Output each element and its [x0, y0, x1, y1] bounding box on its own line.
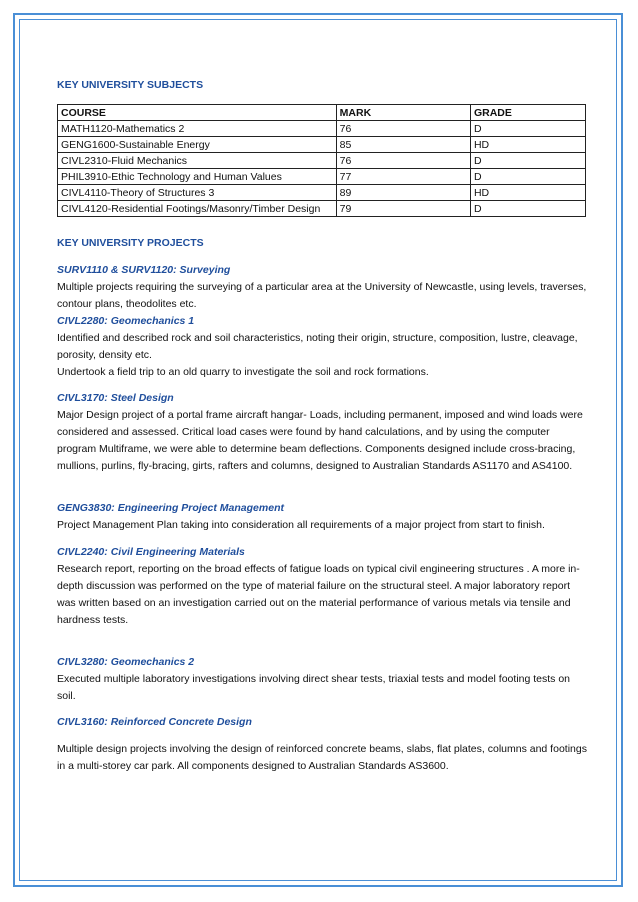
table-row — [58, 121, 586, 137]
mark-cell: 76 — [336, 121, 470, 137]
projects-heading: KEY UNIVERSITY PROJECTS — [57, 237, 204, 249]
mark-cell: 77 — [336, 169, 470, 185]
mark-cell: 89 — [336, 185, 470, 201]
project-title-geomechanics-1: CIVL2280: Geomechanics 1 — [57, 315, 195, 327]
course-cell: CIVL4110-Theory of Structures 3 — [58, 185, 337, 201]
mark-cell: 79 — [336, 201, 470, 217]
subjects-table — [57, 104, 586, 217]
course-cell: GENG1600-Sustainable Energy — [58, 137, 337, 153]
column-header-grade: GRADE — [470, 105, 585, 121]
column-header-mark: MARK — [336, 105, 470, 121]
project-description-project-management — [57, 517, 587, 534]
course-cell: CIVL2310-Fluid Mechanics — [58, 153, 337, 169]
grade-cell: HD — [470, 185, 585, 201]
subjects-heading: KEY UNIVERSITY SUBJECTS — [57, 79, 204, 91]
table-row — [58, 153, 586, 169]
project-description-steel-design — [57, 407, 587, 475]
project-paragraph: Research report, reporting on the broad effects of fatigue loads on typical civil engineering structures . A more in- depth discussion was performed on the type of material failure on the structural steel. A major laboratory report was written based on an investigation carried out on the material performance of various metals via tensile and hardness tests. — [57, 563, 580, 626]
course-cell: MATH1120-Mathematics 2 — [58, 121, 337, 137]
grade-cell: D — [470, 153, 585, 169]
table-row — [58, 201, 586, 217]
project-title-steel-design: CIVL3170: Steel Design — [57, 392, 174, 404]
project-title-project-management: GENG3830: Engineering Project Management — [57, 502, 284, 514]
grade-cell: HD — [470, 137, 585, 153]
project-description-civil-materials — [57, 561, 587, 629]
grade-cell: D — [470, 121, 585, 137]
project-title-surveying: SURV1110 & SURV1120: Surveying — [57, 264, 231, 276]
course-cell: CIVL4120-Residential Footings/Masonry/Timber Design — [58, 201, 337, 217]
project-title-civil-materials: CIVL2240: Civil Engineering Materials — [57, 546, 245, 558]
project-description-geomechanics-1 — [57, 330, 587, 381]
project-paragraph: Multiple projects requiring the surveying of a particular area at the University of Newcastle, using levels, traverses, contour plans, theodolites etc. — [57, 281, 587, 310]
mark-cell: 76 — [336, 153, 470, 169]
project-paragraph: Multiple design projects involving the design of reinforced concrete beams, slabs, flat plates, columns and footings in a multi-storey car park. All components designed to Australian Standards AS3600. — [57, 743, 587, 772]
grade-cell: D — [470, 169, 585, 185]
table-row — [58, 169, 586, 185]
project-title-geomechanics-2: CIVL3280: Geomechanics 2 — [57, 656, 195, 668]
project-description-geomechanics-2 — [57, 671, 587, 705]
grade-cell: D — [470, 201, 585, 217]
table-header-row — [58, 105, 586, 121]
table-row — [58, 185, 586, 201]
project-description-surveying — [57, 279, 587, 313]
column-header-course: COURSE — [58, 105, 337, 121]
project-paragraph: Identified and described rock and soil characteristics, noting their origin, structure, composition, lustre, cleavage, porosity, density etc. — [57, 332, 578, 361]
project-paragraph: Major Design project of a portal frame aircraft hangar- Loads, including permanent, imposed and wind loads were considered and assessed. Critical load cases were found by hand calculations, and by using the computer program Multiframe, we were able to determine beam deflections. Components designed include cross-bracing, mullions, purlins, fly-bracing, girts, rafters and columns, designed to Australian Standards AS1170 and AS4100. — [57, 409, 583, 472]
course-cell: PHIL3910-Ethic Technology and Human Values — [58, 169, 337, 185]
project-paragraph: Project Management Plan taking into consideration all requirements of a major project from start to finish. — [57, 519, 545, 531]
project-description-reinforced-concrete — [57, 741, 587, 775]
project-paragraph: Executed multiple laboratory investigations involving direct shear tests, triaxial tests and model footing tests on soil. — [57, 673, 571, 702]
project-paragraph: Undertook a field trip to an old quarry to investigate the soil and rock formations. — [57, 366, 429, 378]
project-title-reinforced-concrete: CIVL3160: Reinforced Concrete Design — [57, 716, 252, 728]
mark-cell: 85 — [336, 137, 470, 153]
table-row — [58, 137, 586, 153]
